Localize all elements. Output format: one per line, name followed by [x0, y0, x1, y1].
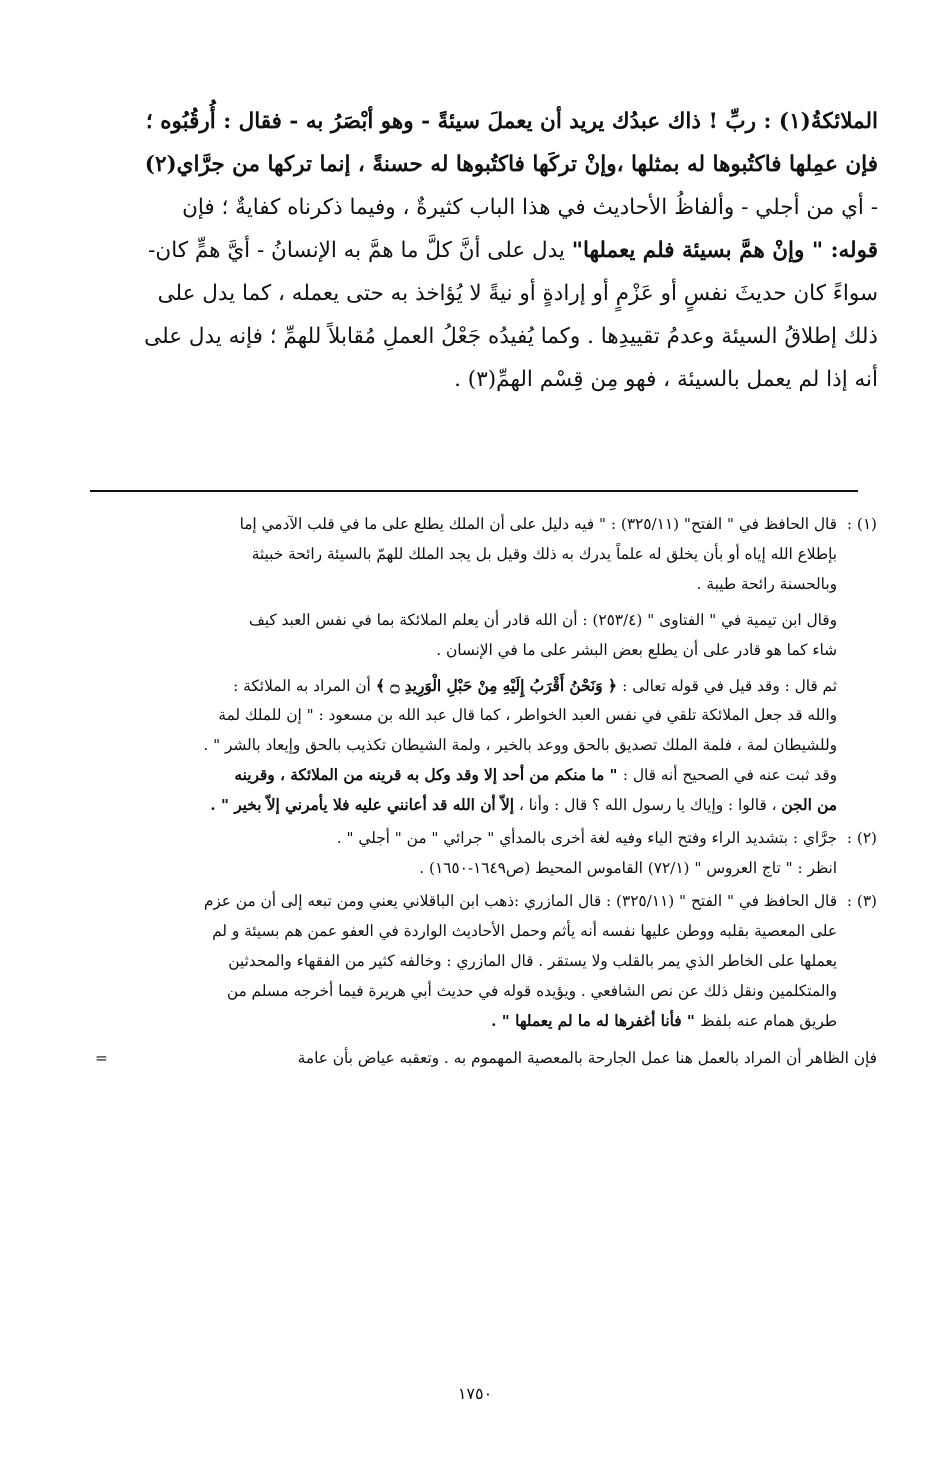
main-line-7: أنه إذا لم يعمل بالسيئة ، فهو مِن قِسْم الهمِّ(٣) . — [454, 367, 878, 392]
footnote-1-line-3: وبالحسنة رائحة طيبة . — [696, 574, 837, 593]
main-line-2: فإن عمِلها فاكتُبوها له بمثلها ،وإنْ تركَها فاكتُبوها له حسنةً ، إنما تركها من جرَّاي(٢) — [144, 152, 878, 177]
footnote-3-line-2: على المعصية بقلبه ووطن عليها نفسه أنه يأثم وحمل الأحاديث الواردة في العفو عمن هم بسيئة و لم — [212, 921, 837, 940]
footnote-1-para3-line-5: من الجن ، قالوا : وإياك يا رسول الله ؟ قال : وأنا ، إلاّ أن الله قد أعانني عليه فلا يأمرني إلاّ بخير " . — [210, 796, 837, 815]
footnote-3-line-1: (٣) :قال الحافظ في " الفتح " (٣٢٥/١١) : قال المازري :ذهب ابن الباقلاني يعني ومن تبعه إلى أن من عزم — [95, 887, 877, 917]
footnote-separator — [90, 490, 858, 492]
main-line-5: سواءً كان حديثَ نفسٍ أو عَزْمٍ أو إرادةٍ أو نيةً لا يُؤاخذ به حتى يعمله ، كما يدل على — [157, 281, 878, 306]
footnote-1-para3-line-1: ثم قال : وقد قيل في قوله تعالى : ﴿ وَنَحْنُ أَقْرَبُ إِلَيْهِ مِنْ حَبْلِ الْوَرِيدِ ۝ ﴾ أن المراد به الملائكة : — [233, 676, 837, 695]
footnote-1-number: (١) : — [846, 515, 877, 533]
footnote-3-number: (٣) : — [846, 891, 877, 910]
footnote-3-line-5: طريق همام عنه بلفظ " فأنا أغفرها له ما لم يعملها " . — [491, 1011, 837, 1030]
main-line-4-rest: يدل على أنَّ كلَّ ما همَّ به الإنسانُ - أيَّ همٍّ كان- — [148, 238, 572, 263]
footnote-1-line-2: بإطلاع الله إياه أو بأن يخلق له علماً يدرك به ذلك وقيل بل يجد الملك للهمّ بالسيئة رائحة خبيثة — [251, 544, 837, 563]
continuation-mark: = — [95, 1049, 108, 1068]
footnote-3-line-3: يعملها على الخاطر الذي يمر بالقلب ولا يستقر . قال المازري : وخالفه كثير من الفقهاء والمحدثين — [228, 951, 837, 970]
footnote-2-line-1: (٢) :جرَّاي : بتشديد الراء وفتح الياء وفيه لغة أخرى بالمدأي " جرائي " من " أجلي " . — [95, 824, 877, 854]
main-text — [88, 100, 878, 401]
footnote-2-number: (٢) : — [846, 829, 877, 848]
footnote-3-line-6: فإن الظاهر أن المراد بالعمل هنا عمل الجارحة بالمعصية المهموم به . وتعقبه عياض بأن عامة = — [95, 1044, 877, 1074]
footnote-2 — [95, 824, 877, 884]
footnote-2-line-2: انظر : " تاج العروس " (٧٢/١) القاموس المحيط (ص١٦٤٩-١٦٥٠) . — [419, 858, 837, 877]
footnote-1-para2-line-2: شاء كما هو قادر على أن يطلع بعض البشر على ما في الإنسان . — [436, 640, 837, 659]
footnote-3 — [95, 887, 877, 1074]
hadith-quote: قوله: " وإنْ همَّ بسيئة فلم يعملها" — [571, 238, 878, 263]
footnote-1 — [95, 510, 877, 821]
footnote-1-para2-line-1: وقال ابن تيمية في " الفتاوى " (٢٥٣/٤) : أن الله قادر أن يعلم الملائكة بما في نفس العبد كيف — [248, 610, 837, 629]
footnote-3-line-4: والمتكلمين ونقل ذلك عن نص الشافعي . ويؤيده قوله في حديث أبي هريرة فيما أخرجه مسلم من — [226, 981, 837, 1000]
footnote-1-para3-line-4: وقد ثبت عنه في الصحيح أنه قال : " ما منكم من أحد إلا وقد وكل به قرينه من الملائكة ، وقرينه — [234, 766, 837, 785]
main-line-4 — [88, 229, 878, 272]
footnote-1-para3-line-3: وللشيطان لمة ، فلمة الملك تصديق بالحق ووعد بالخير ، ولمة الشيطان تكذيب بالحق وإيعاد بالشر " . — [203, 736, 837, 755]
main-line-6: ذلك إطلاقُ السيئة وعدمُ تقييدِها . وكما يُفيدُه جَعْلُ العملِ مُقابلاً للهمِّ ؛ فإنه يدل على — [144, 324, 878, 349]
main-line-3: - أي من أجلي - وألفاظُ الأحاديث في هذا الباب كثيرةٌ ، وفيما ذكرناه كفايةٌ ؛ فإن — [182, 195, 878, 220]
main-line-1: الملائكةُ(١) : ربِّ ! ذاك عبدُك يريد أن يعملَ سيئةً - وهو أبْصَرُ به - فقال : أُرقُبُوه ؛ — [145, 109, 878, 134]
footnote-1-line-1: (١) :قال الحافظ في " الفتح" (٣٢٥/١١) : " فيه دليل على أن الملك يطلع على ما في قلب الآدمي إما — [95, 510, 877, 540]
footnote-1-para3-line-2: والله قد جعل الملائكة تلقي في نفس العبد الخواطر ، كما قال عبد الله بن مسعود : " إن للملك لمة — [218, 706, 837, 725]
footnotes — [95, 510, 877, 1077]
page-number: ١٧٥٠ — [457, 1384, 493, 1403]
quran-verse: ﴿ وَنَحْنُ أَقْرَبُ إِلَيْهِ مِنْ حَبْلِ الْوَرِيدِ ۝ ﴾ — [370, 676, 623, 695]
